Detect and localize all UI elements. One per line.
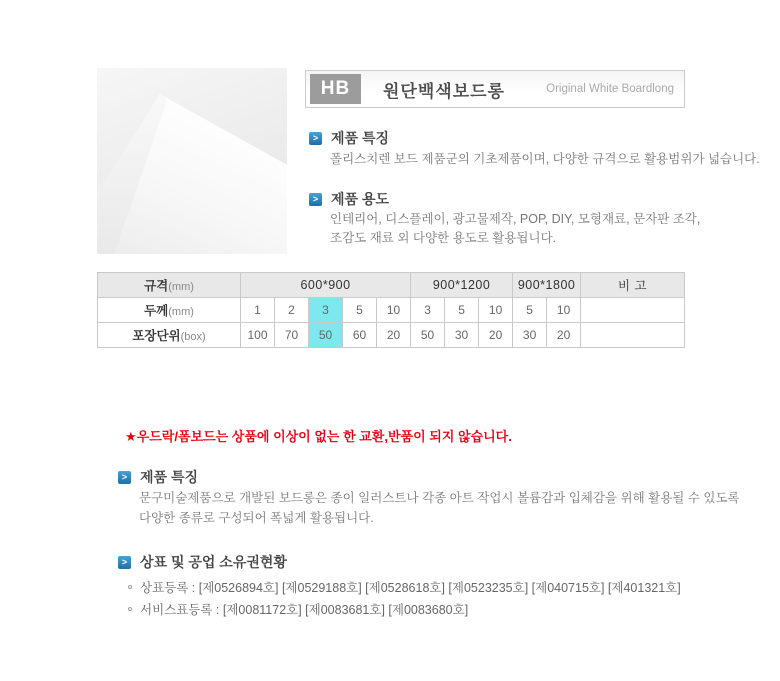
package-cell: 60: [343, 323, 377, 348]
package-row: [98, 323, 685, 348]
thickness-row: [98, 298, 685, 323]
section-features2: [118, 467, 198, 487]
remarks-header: 비 고: [581, 273, 685, 298]
thickness-cell: 5: [513, 298, 547, 323]
section-usage-line1: 인테리어, 디스플레이, 광고물제작, POP, DIY, 모형재료, 문자판 조각,: [330, 212, 701, 226]
product-title-bar: [305, 70, 685, 108]
section-trademark: [118, 552, 287, 572]
arrow-bullet-icon: >: [309, 132, 322, 145]
size-group-900x1200: 900*1200: [411, 273, 513, 298]
product-code-badge: HB: [310, 74, 361, 104]
thickness-cell: 10: [547, 298, 581, 323]
package-cell: 20: [377, 323, 411, 348]
thickness-label: 두께(mm): [98, 298, 241, 323]
size-group-600x900: 600*900: [241, 273, 411, 298]
package-cell: 30: [445, 323, 479, 348]
remarks-cell: [581, 323, 685, 348]
product-photo: [97, 68, 287, 254]
package-cell-highlighted: 50: [309, 323, 343, 348]
trademark-list-item: [128, 578, 681, 596]
trademark-registrations: 상표등록 : [제0526894호] [제0529188호] [제0528618호] [제0523235호] [제040715호] [제401321호]: [140, 581, 681, 595]
thickness-cell: 5: [343, 298, 377, 323]
package-cell: 30: [513, 323, 547, 348]
package-cell: 20: [547, 323, 581, 348]
package-cell: 100: [241, 323, 275, 348]
section-features2-line1: 문구미술제품으로 개발된 보드롱은 종이 일러스트나 각종 아트 작업시 볼륨감과 입체감을 위해 활용될 수 있도록: [139, 491, 740, 505]
section-features-body: 폴리스치렌 보드 제품군의 기초제품이며, 다양한 규격으로 활용범위가 넓습니다.: [330, 152, 760, 166]
thickness-cell: 5: [445, 298, 479, 323]
spec-header-row: [98, 273, 685, 298]
thickness-cell-highlighted: 3: [309, 298, 343, 323]
thickness-cell: 3: [411, 298, 445, 323]
section-usage: [309, 189, 389, 209]
service-mark-registrations: 서비스표등록 : [제0081172호] [제0083681호] [제0083680호]: [140, 603, 469, 617]
arrow-bullet-icon: >: [309, 193, 322, 206]
remarks-cell: [581, 298, 685, 323]
thickness-cell: 1: [241, 298, 275, 323]
arrow-bullet-icon: >: [118, 556, 131, 569]
exchange-refund-warning: ★우드락/폼보드는 상품에 이상이 없는 한 교환,반품이 되지 않습니다.: [125, 429, 512, 444]
section-usage-title: 제품 용도: [331, 191, 389, 207]
thickness-cell: 10: [377, 298, 411, 323]
product-title-english: Original White Boardlong: [546, 83, 674, 95]
section-features: [309, 128, 389, 148]
package-label: 포장단위(box): [98, 323, 241, 348]
section-features-title: 제품 특징: [331, 130, 389, 146]
product-title: 원단백색보드롱: [383, 81, 505, 101]
spec-col-header: 규격(mm): [98, 273, 241, 298]
trademark-list-item: [128, 600, 468, 618]
package-cell: 50: [411, 323, 445, 348]
section-features2-title: 제품 특징: [140, 469, 198, 485]
circle-bullet-icon: [128, 607, 132, 611]
package-cell: 70: [275, 323, 309, 348]
arrow-bullet-icon: >: [118, 471, 131, 484]
section-trademark-title: 상표 및 공업 소유권현황: [140, 554, 287, 570]
spec-table: [97, 272, 685, 348]
circle-bullet-icon: [128, 585, 132, 589]
package-cell: 20: [479, 323, 513, 348]
thickness-cell: 2: [275, 298, 309, 323]
size-group-900x1800: 900*1800: [513, 273, 581, 298]
section-features2-line2: 다양한 종류로 구성되어 폭넓게 활용됩니다.: [139, 511, 374, 525]
thickness-cell: 10: [479, 298, 513, 323]
section-usage-line2: 조감도 재료 외 다양한 용도로 활용됩니다.: [330, 231, 557, 245]
